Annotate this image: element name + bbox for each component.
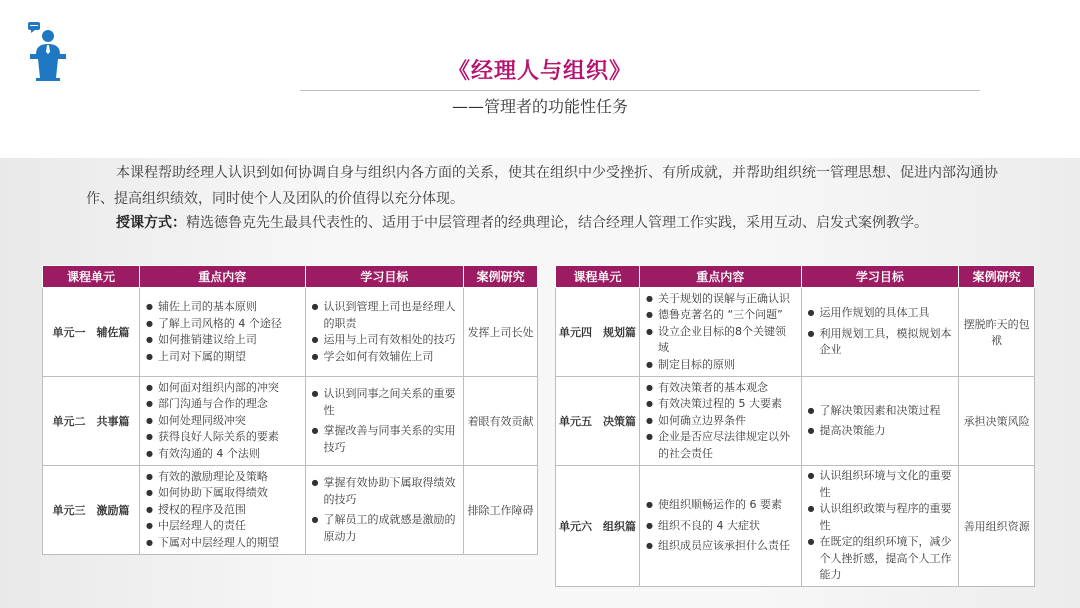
- list-item: ● 设立企业目标的8个关键领域: [646, 324, 797, 357]
- goals-cell: [305, 288, 464, 377]
- goals-cell: [801, 466, 959, 587]
- case-cell: 摆脱昨天的包袱: [959, 288, 1035, 377]
- list-item: ● 下属对中层经理人的期望: [146, 535, 301, 552]
- list-item: ● 部门沟通与合作的理念: [146, 396, 301, 413]
- method-label: 授课方式：: [116, 215, 186, 231]
- table-header-row: [43, 266, 538, 288]
- case-cell: 排除工作障碍: [464, 466, 538, 555]
- case-cell: 着眼有效贡献: [464, 377, 538, 466]
- list-item: ● 认识组织政策与程序的重要性: [808, 501, 955, 534]
- list-item: ● 组织成员应该承担什么责任: [646, 538, 797, 555]
- list-item: ● 组织不良的 4 大症状: [646, 518, 797, 535]
- content-cell: [139, 377, 305, 466]
- header-case: 案例研究: [464, 266, 538, 288]
- intro-paragraph: 本课程帮助经理人认识到如何协调自身与组织内各方面的关系，使其在组织中少受挫折、有所成就，并帮助组织统一管理思想、促进内部沟通协作、提高组织绩效，同时使个人及团队的价值得以充分体现。: [86, 165, 998, 207]
- method-text: 精选德鲁克先生最具代表性的、适用于中层管理者的经典理论，结合经理人管理工作实践，采用互动、启发式案例教学。: [186, 215, 928, 231]
- unit-cell: 单元三 激励篇: [43, 466, 140, 555]
- goals-cell: [801, 288, 959, 377]
- course-table-right: [555, 265, 1035, 587]
- list-item: ● 了解决策因素和决策过程: [808, 403, 955, 420]
- list-item: ● 中层经理人的责任: [146, 518, 301, 535]
- header-goals: 学习目标: [305, 266, 464, 288]
- table-row: [556, 288, 1035, 377]
- case-cell: 承担决策风险: [959, 377, 1035, 466]
- list-item: ● 掌握改善与同事关系的实用技巧: [312, 423, 460, 456]
- table-header-row: [556, 266, 1035, 288]
- page-subtitle: ——管理者的功能性任务: [451, 97, 628, 116]
- list-item: ● 如何处理同级冲突: [146, 413, 301, 430]
- list-item: ● 了解员工的成就感是激励的原动力: [312, 512, 460, 545]
- unit-cell: 单元五 决策篇: [556, 377, 640, 466]
- table-row: [43, 466, 538, 555]
- list-item: ● 认识到同事之间关系的重要性: [312, 386, 460, 419]
- case-cell: 发挥上司长处: [464, 288, 538, 377]
- table-row: [43, 288, 538, 377]
- list-item: ● 提高决策能力: [808, 423, 955, 440]
- header-goals: 学习目标: [801, 266, 959, 288]
- list-item: ● 在既定的组织环境下，减少个人挫折感，提高个人工作能力: [808, 534, 955, 584]
- list-item: ● 如何面对组织内部的冲突: [146, 380, 301, 397]
- list-item: ● 掌握有效协助下属取得绩效的技巧: [312, 475, 460, 508]
- list-item: ● 了解上司风格的 4 个途径: [146, 316, 301, 333]
- list-item: ● 运用作规划的具体工具: [808, 305, 955, 322]
- content-cell: [639, 466, 801, 587]
- list-item: ● 如何协助下属取得绩效: [146, 485, 301, 502]
- unit-cell: 单元一 辅佐篇: [43, 288, 140, 377]
- list-item: ● 如何确立边界条件: [646, 413, 797, 430]
- list-item: ● 有效决策者的基本观念: [646, 380, 797, 397]
- unit-cell: 单元四 规划篇: [556, 288, 640, 377]
- list-item: ● 有效的激励理论及策略: [146, 469, 301, 486]
- list-item: ● 德鲁克著名的 “三个问题”: [646, 307, 797, 324]
- table-row: [556, 377, 1035, 466]
- list-item: ● 有效沟通的 4 个法则: [146, 446, 301, 463]
- content-cell: [139, 288, 305, 377]
- unit-cell: 单元六 组织篇: [556, 466, 640, 587]
- goals-cell: [305, 377, 464, 466]
- list-item: ● 制定目标的原则: [646, 357, 797, 374]
- goals-cell: [305, 466, 464, 555]
- course-table-left: [42, 265, 538, 555]
- list-item: ● 辅佐上司的基本原则: [146, 299, 301, 316]
- header-unit: 课程单元: [556, 266, 640, 288]
- list-item: ● 学会如何有效辅佐上司: [312, 349, 460, 366]
- list-item: ● 上司对下属的期望: [146, 349, 301, 366]
- teaching-method: [116, 212, 928, 232]
- content-cell: [139, 466, 305, 555]
- title-divider: [300, 90, 980, 91]
- goals-cell: [801, 377, 959, 466]
- list-item: ● 授权的程序及范围: [146, 502, 301, 519]
- list-item: ● 获得良好人际关系的要素: [146, 429, 301, 446]
- list-item: ● 如何推销建议给上司: [146, 332, 301, 349]
- header-unit: 课程单元: [43, 266, 140, 288]
- table-row: [556, 466, 1035, 587]
- list-item: ● 认识到管理上司也是经理人的职责: [312, 299, 460, 332]
- content-cell: [639, 288, 801, 377]
- header-case: 案例研究: [959, 266, 1035, 288]
- list-item: ● 关于规划的误解与正确认识: [646, 291, 797, 308]
- course-intro: [86, 160, 1016, 212]
- list-item: ● 利用规划工具，模拟规划本企业: [808, 326, 955, 359]
- table-row: [43, 377, 538, 466]
- page-title: 《经理人与组织》: [447, 59, 632, 84]
- list-item: ● 使组织顺畅运作的 6 要素: [646, 497, 797, 514]
- header-content: 重点内容: [639, 266, 801, 288]
- list-item: ● 运用与上司有效相处的技巧: [312, 332, 460, 349]
- content-cell: [639, 377, 801, 466]
- list-item: ● 认识组织环境与文化的重要性: [808, 468, 955, 501]
- list-item: ● 企业是否应尽法律规定以外的社会责任: [646, 429, 797, 462]
- list-item: ● 有效决策过程的 5 大要素: [646, 396, 797, 413]
- unit-cell: 单元二 共事篇: [43, 377, 140, 466]
- header-content: 重点内容: [139, 266, 305, 288]
- case-cell: 善用组织资源: [959, 466, 1035, 587]
